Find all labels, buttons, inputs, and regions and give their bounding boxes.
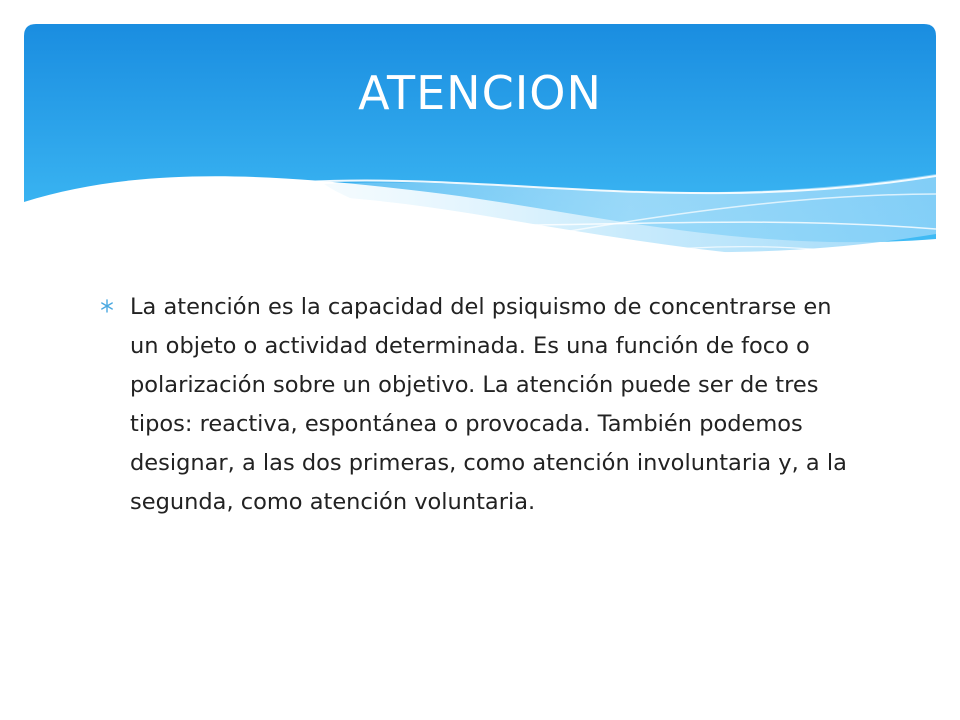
header-band: [24, 24, 936, 274]
bullet-text: La atención es la capacidad del psiquismo de concentrarse en un objeto o actividad determinada. Es una función de foco o polarización sobre un objetivo. La atención puede ser de tres tipos: reactiva, espontánea o provocada. También podemos designar, a las dos primeras, como atención involuntaria y, a la segunda, como atención voluntaria.: [130, 294, 847, 515]
slide-title: ATENCION: [358, 66, 602, 120]
list-item: [100, 288, 860, 522]
bullet-list: [100, 288, 860, 522]
asterisk-bullet-icon: [100, 299, 114, 313]
header-wave-graphic: [24, 24, 936, 274]
